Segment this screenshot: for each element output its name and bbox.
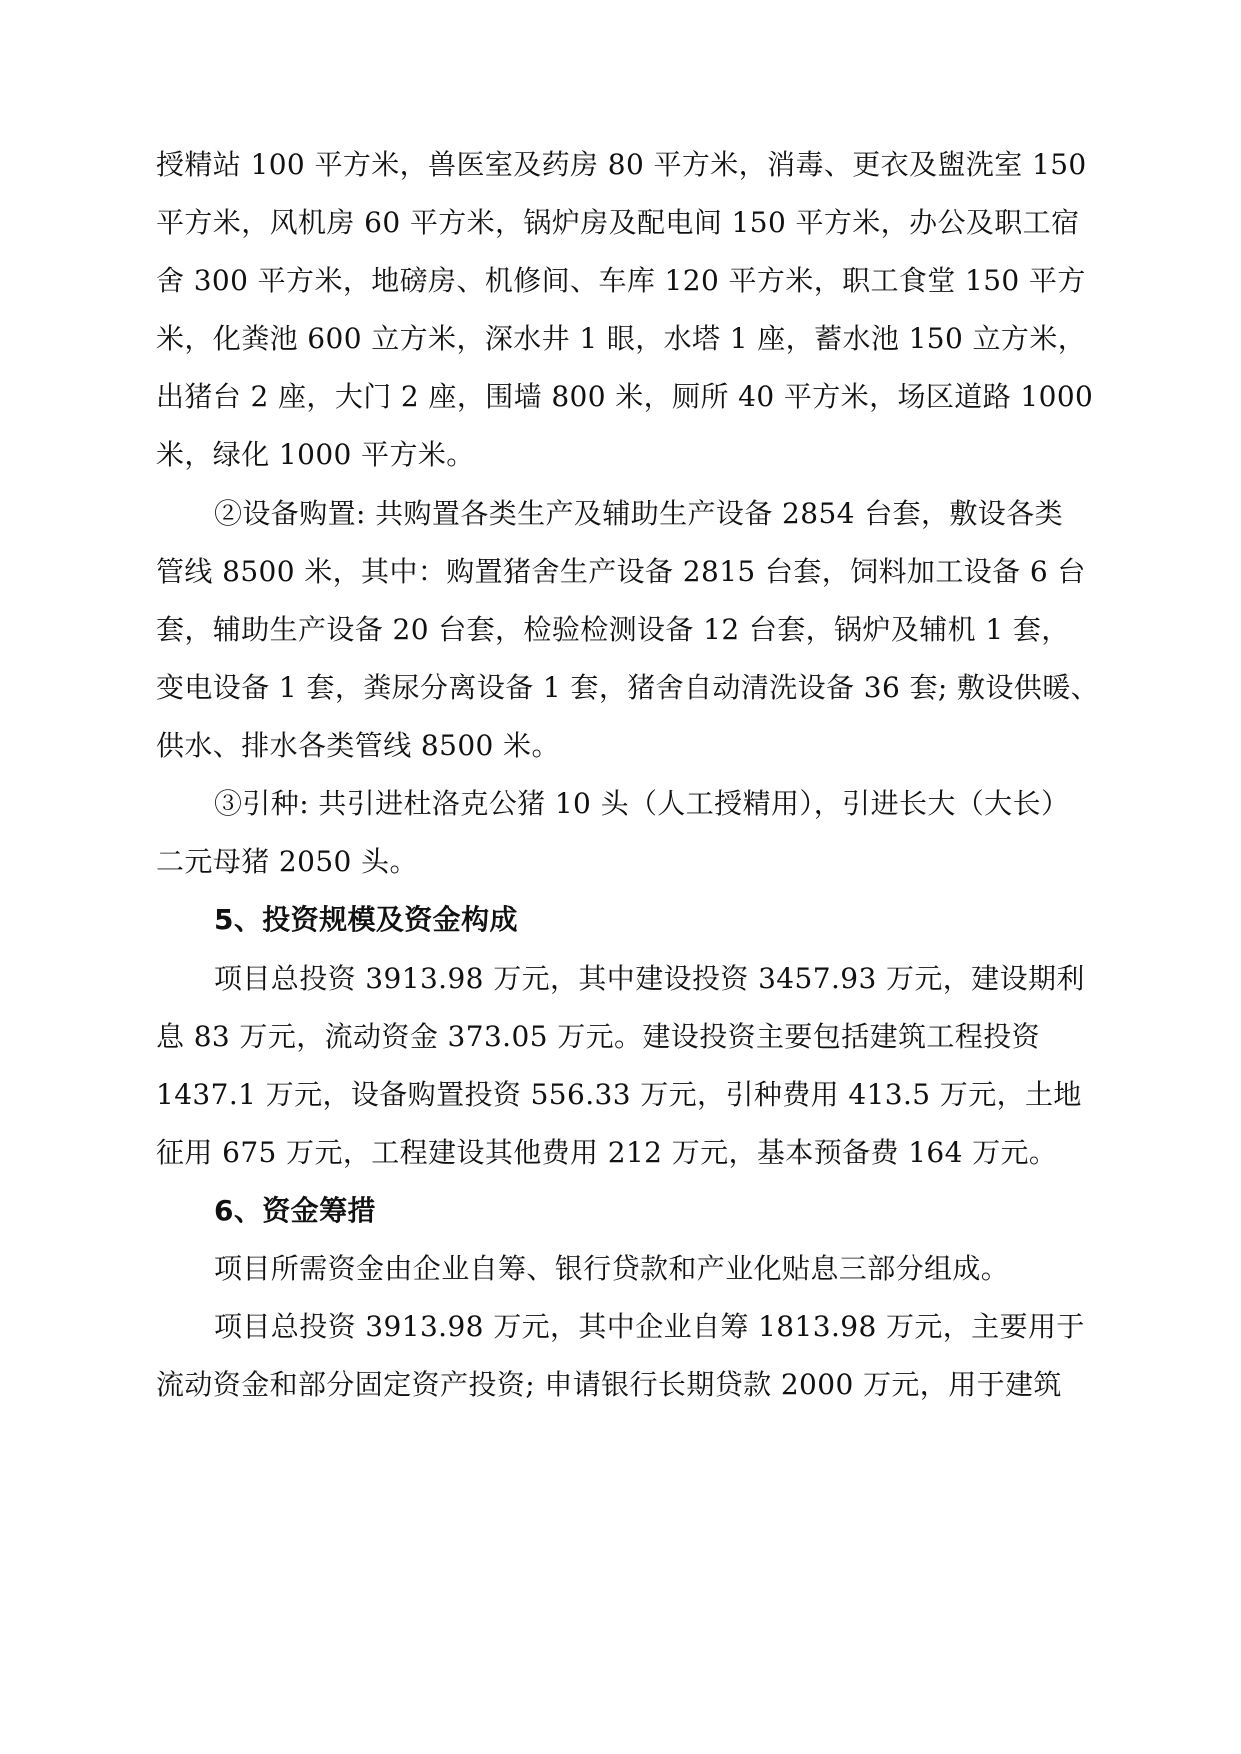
body-line: 管线 8500 米，其中：购置猪舍生产设备 2815 台套，饲料加工设备 6 台 [156,555,1086,588]
body-line: 米，绿化 1000 平方米。 [156,438,475,471]
body-line: 息 83 万元，流动资金 373.05 万元。建设投资主要包括建筑工程投资 [156,1020,1041,1053]
body-line: 流动资金和部分固定资产投资; 申请银行长期贷款 2000 万元，用于建筑 [156,1368,1062,1401]
section-heading: 6、资金筹措 [214,1194,376,1227]
body-line: 变电设备 1 套，粪尿分离设备 1 套，猪舍自动清洗设备 36 套; 敷设供暖、 [156,671,1099,704]
body-line: 授精站 100 平方米，兽医室及药房 80 平方米，消毒、更衣及盥洗室 150 [156,148,1087,181]
body-line: 征用 675 万元，工程建设其他费用 212 万元，基本预备费 164 万元。 [156,1136,1058,1169]
body-line: 出猪台 2 座，大门 2 座，围墙 800 米，厕所 40 平方米，场区道路 1000 [156,380,1094,413]
body-line: ③引种: 共引进杜洛克公猪 10 头（人工授精用），引进长大（大长） [214,787,1070,820]
body-line: 套，辅助生产设备 20 台套，检验检测设备 12 台套，锅炉及辅机 1 套， [156,613,1070,646]
body-line: 米，化粪池 600 立方米，深水井 1 眼，水塔 1 座，蓄水池 150 立方米， [156,322,1087,355]
body-line: 舍 300 平方米，地磅房、机修间、车库 120 平方米，职工食堂 150 平方 [156,264,1086,297]
body-line: 项目总投资 3913.98 万元，其中企业自筹 1813.98 万元，主要用于 [214,1310,1085,1343]
body-line: 二元母猪 2050 头。 [156,845,418,878]
body-line: 平方米，风机房 60 平方米，锅炉房及配电间 150 平方米，办公及职工宿 [156,206,1080,239]
body-line: 1437.1 万元，设备购置投资 556.33 万元，引种费用 413.5 万元，土地 [156,1078,1082,1111]
section-heading: 5、投资规模及资金构成 [214,903,518,936]
body-line: 供水、排水各类管线 8500 米。 [156,729,560,762]
body-line: ②设备购置: 共购置各类生产及辅助生产设备 2854 台套，敷设各类 [214,497,1063,530]
body-line: 项目总投资 3913.98 万元，其中建设投资 3457.93 万元，建设期利 [214,962,1085,995]
body-line: 项目所需资金由企业自筹、银行贷款和产业化贴息三部分组成。 [214,1252,1010,1285]
